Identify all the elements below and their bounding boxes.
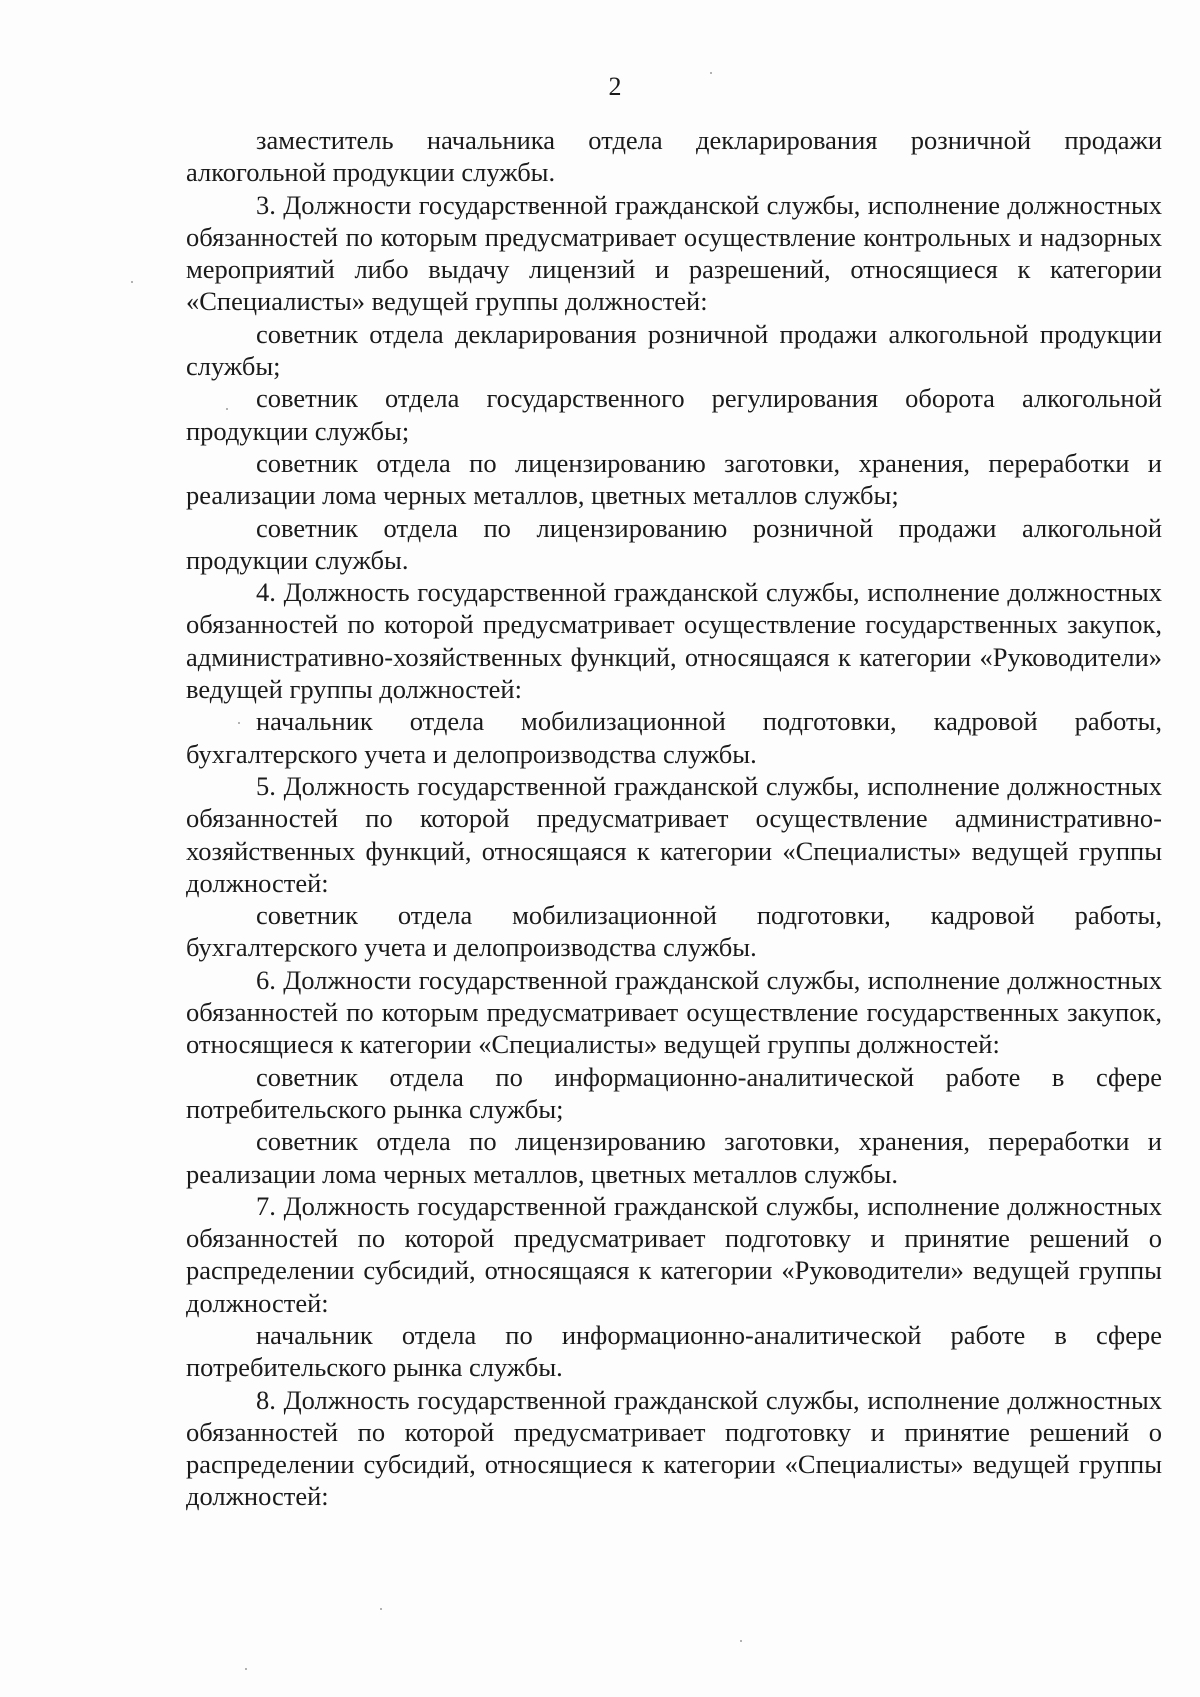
paragraph-position: начальник отдела по информационно-аналитической работе в сфере потребительского рынка службы. [186, 1319, 1162, 1383]
paragraph-item-3: 3. Должности государственной гражданской службы, исполнение должностных обязанностей по которым предусматривает осуществление контрольных и надзорных мероприятий либо выдачу лицензий и разрешений, относящиеся к категории «Специалисты» ведущей группы должностей: [186, 189, 1162, 317]
scan-speck [380, 1608, 382, 1610]
scan-speck [710, 72, 712, 74]
paragraph-position: советник отдела декларирования розничной продажи алкогольной продукции службы; [186, 318, 1162, 382]
paragraph-item-4: 4. Должность государственной гражданской службы, исполнение должностных обязанностей по которой предусматривает осуществление государственных закупок, административно-хозяйственных функций, относящаяся к категории «Руководители» ведущей группы должностей: [186, 577, 1162, 705]
paragraph-position: советник отдела по лицензированию розничной продажи алкогольной продукции службы. [186, 512, 1162, 575]
paragraph-item-5: 5. Должность государственной гражданской службы, исполнение должностных обязанностей по которой предусматривает осуществление административно-хозяйственных функций, относящаяся к категории «Специалисты» ведущей группы должностей: [186, 770, 1162, 898]
scan-speck [740, 1640, 742, 1642]
document-body [186, 124, 1162, 1513]
paragraph-position: советник отдела по лицензированию заготовки, хранения, переработки и реализации лома черных металлов, цветных металлов службы. [186, 1126, 1162, 1189]
scan-speck [245, 1668, 247, 1670]
scan-speck [131, 281, 133, 283]
paragraph-position: советник отдела по лицензированию заготовки, хранения, переработки и реализации лома черных металлов, цветных металлов службы; [186, 447, 1162, 511]
paragraph-position: советник отдела по информационно-аналитической работе в сфере потребительского рынка службы; [186, 1061, 1162, 1124]
scan-speck [238, 722, 240, 724]
paragraph-position: советник отдела государственного регулирования оборота алкогольной продукции службы; [186, 383, 1162, 446]
scan-speck [226, 408, 228, 410]
paragraph-position: начальник отдела мобилизационной подготовки, кадровой работы, бухгалтерского учета и делопроизводства службы. [186, 706, 1162, 769]
paragraph-item-6: 6. Должности государственной гражданской службы, исполнение должностных обязанностей по которым предусматривает осуществление государственных закупок, относящиеся к категории «Специалисты» ведущей группы должностей: [186, 964, 1162, 1060]
page-number: 2 [608, 72, 622, 101]
paragraph-position: советник отдела мобилизационной подготовки, кадровой работы, бухгалтерского учета и делопроизводства службы. [186, 900, 1162, 963]
paragraph-continuation: заместитель начальника отдела декларирования розничной продажи алкогольной продукции службы. [186, 125, 1162, 188]
paragraph-item-8: 8. Должность государственной гражданской службы, исполнение должностных обязанностей по которой предусматривает подготовку и принятие решений о распределении субсидий, относящиеся к категории «Специалисты» ведущей группы должностей: [186, 1384, 1162, 1512]
paragraph-item-7: 7. Должность государственной гражданской службы, исполнение должностных обязанностей по которой предусматривает подготовку и принятие решений о распределении субсидий, относящаяся к категории «Руководители» ведущей группы должностей: [186, 1190, 1162, 1318]
